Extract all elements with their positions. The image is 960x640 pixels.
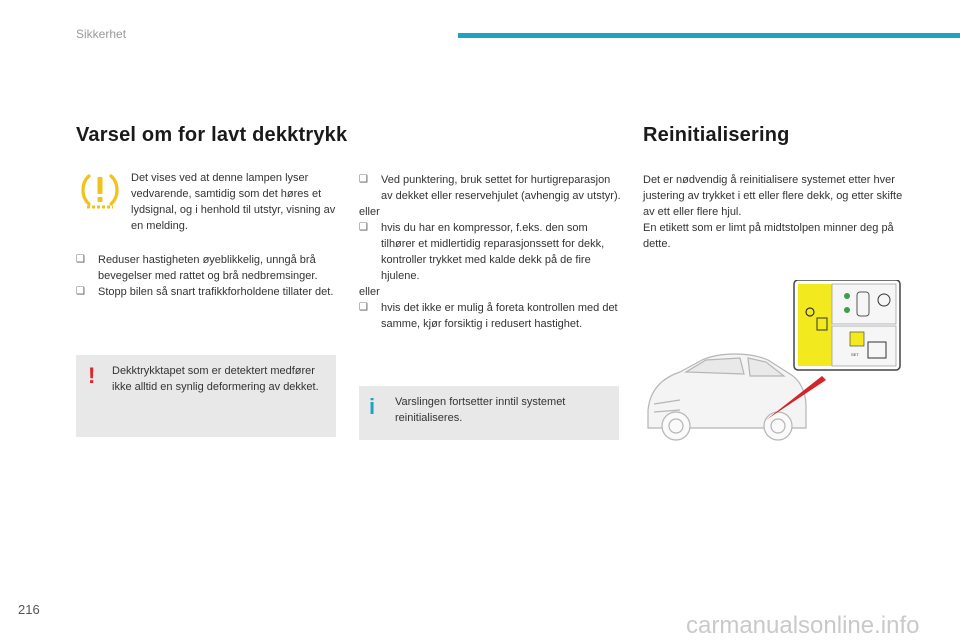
watermark: carmanualsonline.info bbox=[686, 612, 920, 639]
middle-bullet-list bbox=[359, 172, 621, 332]
list-item bbox=[359, 300, 621, 332]
info-icon: i bbox=[369, 394, 376, 419]
exclamation-icon: ! bbox=[88, 363, 96, 388]
bullet-text: Stopp bilen så snart trafikkforholdene tillater det. bbox=[98, 286, 334, 298]
header-accent-bar bbox=[458, 33, 960, 38]
reinit-paragraph: Det er nødvendig å reinitialisere systemet etter hver justering av trykket i ett eller flere dekk, og etter skifte av ett eller flere hjul. bbox=[643, 174, 903, 218]
car-label-illustration bbox=[640, 280, 902, 452]
arrow-bullet-icon: ❑ bbox=[359, 222, 368, 233]
or-separator: eller bbox=[359, 206, 380, 218]
caution-note-box bbox=[76, 355, 336, 437]
list-item bbox=[76, 252, 341, 284]
set-label: SET bbox=[851, 352, 859, 357]
bullet-text: hvis det ikke er mulig å foreta kontrollen med det samme, kjør forsiktig i redusert hastighet. bbox=[381, 302, 618, 330]
pressure-label-sticker bbox=[794, 280, 900, 370]
or-separator: eller bbox=[359, 286, 380, 298]
list-item bbox=[76, 284, 341, 300]
heading-reinitialisation: Reinitialisering bbox=[643, 124, 790, 146]
reinit-text bbox=[643, 172, 905, 252]
heading-low-tire-pressure: Varsel om for lavt dekktrykk bbox=[76, 124, 348, 146]
reinit-paragraph: En etikett som er limt på midtstolpen minner deg på dette. bbox=[643, 222, 894, 250]
page-number: 216 bbox=[18, 602, 40, 617]
caution-note-text: Dekktrykktapet som er detektert medfører ikke alltid en synlig deformering av dekket. bbox=[112, 365, 319, 393]
bullet-text: Ved punktering, bruk settet for hurtigreparasjon av dekket eller reservehjulet (avhengig av utstyr). bbox=[381, 174, 621, 202]
arrow-bullet-icon: ❑ bbox=[76, 254, 85, 265]
bullet-text: hvis du har en kompressor, f.eks. den som tilhører et midlertidig reparasjonssett for dekk, kontroller trykket med kalde dekk på de fire hjulene. bbox=[381, 222, 605, 282]
intro-text: Det vises ved at denne lampen lyser vedvarende, samtidig som det høres et lydsignal, og i henhold til utstyr, visning av en melding. bbox=[131, 172, 336, 232]
list-item bbox=[359, 172, 621, 204]
info-note-box bbox=[359, 386, 619, 440]
arrow-bullet-icon: ❑ bbox=[359, 174, 368, 185]
car-illustration bbox=[648, 354, 806, 440]
list-item bbox=[359, 220, 621, 284]
bullet-text: Reduser hastigheten øyeblikkelig, unngå brå bevegelser med rattet og brå nedbremsinger. bbox=[98, 254, 318, 282]
left-bullet-list bbox=[76, 252, 341, 300]
arrow-bullet-icon: ❑ bbox=[76, 286, 85, 297]
info-note-text: Varslingen fortsetter inntil systemet reinitialiseres. bbox=[395, 396, 566, 424]
arrow-bullet-icon: ❑ bbox=[359, 302, 368, 313]
section-label: Sikkerhet bbox=[76, 27, 127, 41]
tire-pressure-warning-icon bbox=[78, 170, 122, 214]
